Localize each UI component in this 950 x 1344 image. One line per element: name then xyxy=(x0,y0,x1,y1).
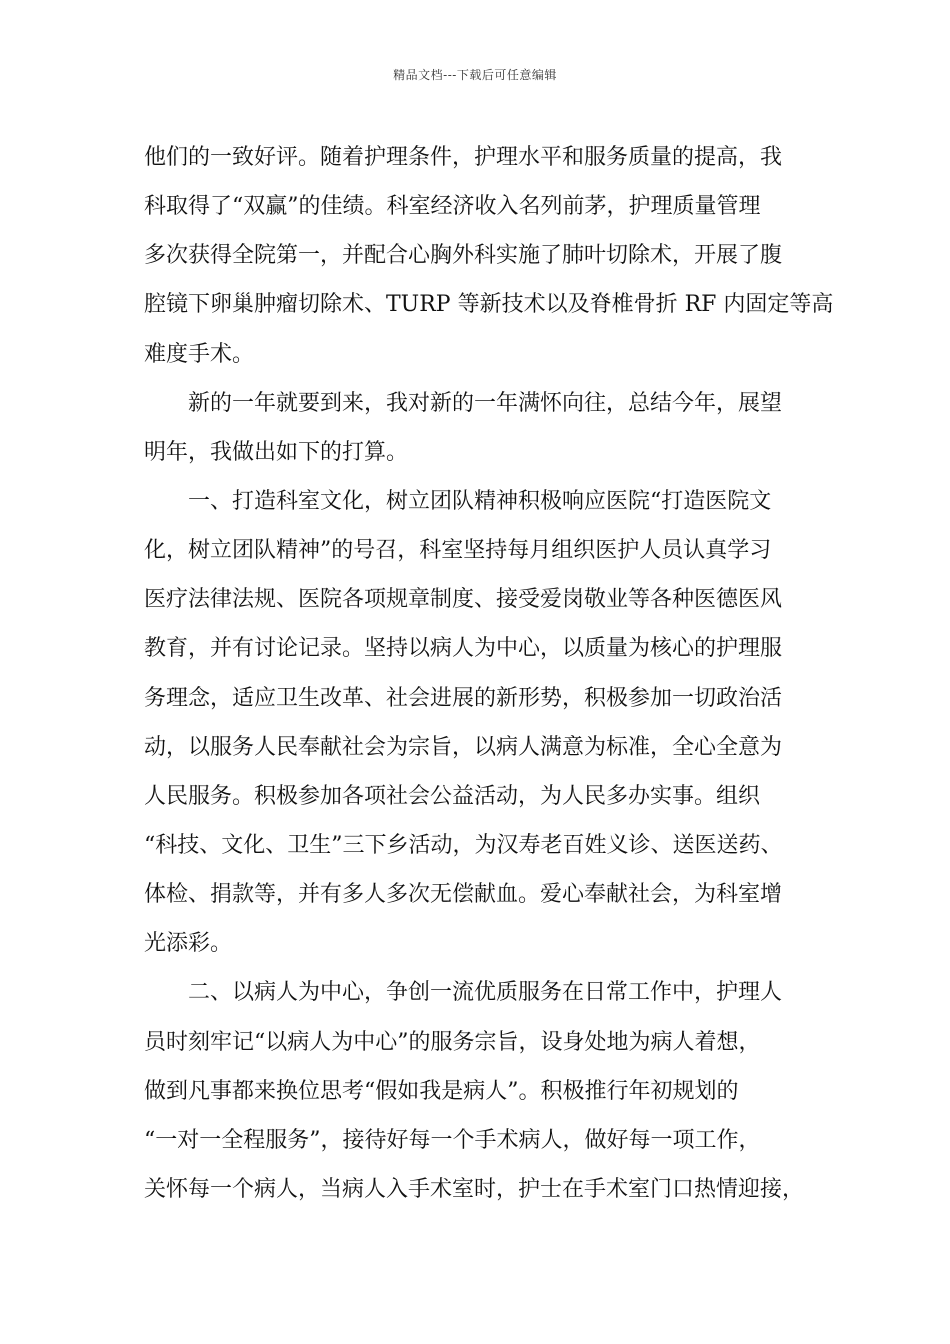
text-line: 动，以服务人民奉献社会为宗旨，以病人满意为标准，全心全意为 xyxy=(144,734,783,760)
paragraph-first-line: 一、打造科室文化，树立团队精神积极响应医院“打造医院文 xyxy=(188,488,772,514)
text-line: 做到凡事都来换位思考“假如我是病人”。积极推行年初规划的 xyxy=(144,1078,739,1104)
text-line: 人民服务。积极参加各项社会公益活动，为人民多办实事。组织 xyxy=(144,783,761,809)
text-line: “一对一全程服务”，接待好每一个手术病人，做好每一项工作， xyxy=(144,1127,761,1153)
text-line: 医疗法律法规、医院各项规章制度、接受爱岗敬业等各种医德医风 xyxy=(144,587,783,613)
text-line: 明年，我做出如下的打算。 xyxy=(144,439,409,465)
paragraph-first-line: 新的一年就要到来，我对新的一年满怀向往，总结今年，展望 xyxy=(188,390,783,416)
text-line: 他们的一致好评。随着护理条件，护理水平和服务质量的提高，我 xyxy=(144,145,783,170)
page-header: 精品文档---下载后可任意编辑 xyxy=(393,68,557,82)
text-line: “科技、文化、卫生”三下乡活动，为汉寿老百姓义诊、送医送药、 xyxy=(144,832,783,858)
body-text xyxy=(144,133,834,1214)
text-line: 科取得了“双赢”的佳绩。科室经济收入名列前茅，护理质量管理 xyxy=(144,194,761,220)
text-line: 务理念，适应卫生改革、社会进展的新形势，积极参加一切政治活 xyxy=(144,685,783,711)
text-line: 关怀每一个病人，当病人入手术室时，护士在手术室门口热情迎接， xyxy=(144,1176,805,1202)
text-line: 腔镜下卵巢肿瘤切除术、TURP 等新技术以及脊椎骨折 RF 内固定等高 xyxy=(144,292,834,318)
text-line: 化，树立团队精神”的号召，科室坚持每月组织医护人员认真学习 xyxy=(144,538,772,564)
text-line: 员时刻牢记“以病人为中心”的服务宗旨，设身处地为病人着想， xyxy=(144,1029,761,1055)
paragraph-first-line: 二、以病人为中心，争创一流优质服务在日常工作中，护理人 xyxy=(188,980,783,1006)
text-line: 多次获得全院第一，并配合心胸外科实施了肺叶切除术，开展了腹 xyxy=(144,243,783,269)
text-line: 光添彩。 xyxy=(144,931,233,957)
text-line: 难度手术。 xyxy=(144,341,255,367)
text-line: 体检、捐款等，并有多人多次无偿献血。爱心奉献社会，为科室增 xyxy=(144,882,783,908)
text-line: 教育，并有讨论记录。坚持以病人为中心，以质量为核心的护理服 xyxy=(144,636,783,662)
